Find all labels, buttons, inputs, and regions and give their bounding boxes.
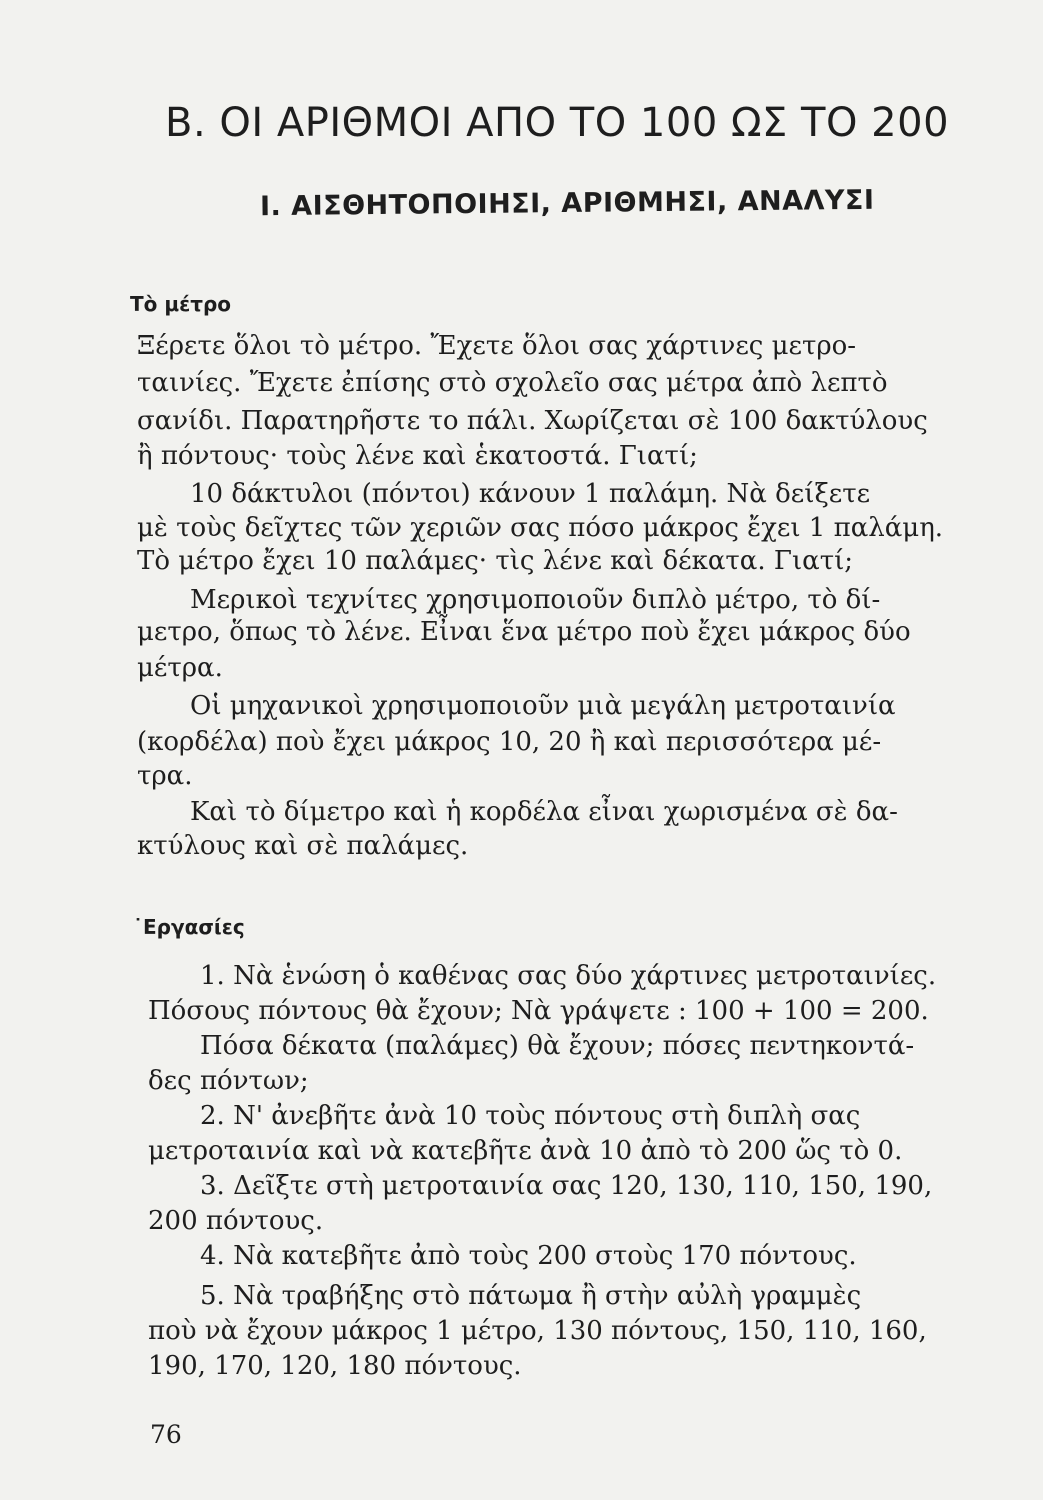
subheading-metro: Τὸ μέτρο <box>130 292 232 316</box>
paragraph-line: (κορδέλα) ποὺ ἔχει μάκρος 10, 20 ἢ καὶ περισσότερα μέ- <box>137 727 882 757</box>
exercise-line: ποὺ νὰ ἔχουν μάκρος 1 μέτρο, 130 πόντους, 150, 110, 160, <box>148 1316 927 1346</box>
exercise-line: 190, 170, 120, 180 πόντους. <box>148 1351 522 1381</box>
exercise-line: μετροταινία καὶ νὰ κατεβῆτε ἀνὰ 10 ἀπὸ τὸ 200 ὥς τὸ 0. <box>148 1136 903 1166</box>
paragraph-line: μὲ τοὺς δεῖχτες τῶν χεριῶν σας πόσο μάκρος ἔχει 1 παλάμη. <box>137 513 944 543</box>
paragraph-line: Τὸ μέτρο ἔχει 10 παλάμες· τὶς λένε καὶ δέκατα. Γιατί; <box>137 546 854 576</box>
exercise-line: 5. Νὰ τραβήξης στὸ πάτωμα ἢ στὴν αὐλὴ γραμμὲς <box>200 1281 862 1311</box>
exercise-line: 1. Νὰ ἑνώση ὁ καθένας σας δύο χάρτινες μετροταινίες. <box>200 961 937 991</box>
paragraph-line: 10 δάκτυλοι (πόντοι) κάνουν 1 παλάμη. Νὰ δείξετε <box>190 479 871 509</box>
paragraph-line: μετρο, ὅπως τὸ λένε. Εἶναι ἕνα μέτρο ποὺ ἔχει μάκρος δύο <box>137 617 911 647</box>
exercise-line: Πόσα δέκατα (παλάμες) θὰ ἔχουν; πόσες πεντηκοντά- <box>200 1031 915 1061</box>
paragraph-line: κτύλους καὶ σὲ παλάμες. <box>137 831 469 861</box>
paragraph-line: Καὶ τὸ δίμετρο καὶ ἡ κορδέλα εἶναι χωρισμένα σὲ δα- <box>190 797 898 827</box>
paragraph-line: τρα. <box>137 761 193 791</box>
paragraph-line: Ξέρετε ὅλοι τὸ μέτρο. Ἔχετε ὅλοι σας χάρτινες μετρο- <box>137 331 857 361</box>
section-title: Ι. ΑΙΣΘΗΤΟΠΟΙΗΣΙ, ΑΡΙΘΜΗΣΙ, ΑΝΑΛΥΣΙ <box>259 184 875 223</box>
exercise-line: δες πόντων; <box>148 1066 309 1096</box>
paragraph-line: ἢ πόντους· τοὺς λένε καὶ ἑκατοστά. Γιατί; <box>137 441 698 471</box>
exercise-line: Πόσους πόντους θὰ ἔχουν; Νὰ γράψετε : 100 + 100 = 200. <box>148 996 929 1026</box>
paragraph-line: μέτρα. <box>137 653 223 683</box>
exercise-line: 200 πόντους. <box>148 1206 324 1236</box>
page-number: 76 <box>150 1420 182 1449</box>
paragraph-line: Μερικοὶ τεχνίτες χρησιμοποιοῦν διπλὸ μέτρο, τὸ δί- <box>190 585 881 615</box>
paragraph-line: Οἱ μηχανικοὶ χρησιμοποιοῦν μιὰ μεγάλη μετροταινία <box>190 691 896 721</box>
exercise-line: 3. Δεῖξτε στὴ μετροταινία σας 120, 130, 110, 150, 190, <box>200 1171 933 1201</box>
paragraph-line: σανίδι. Παρατηρῆστε το πάλι. Χωρίζεται σὲ 100 δακτύλους <box>137 406 928 436</box>
chapter-title: B. ΟΙ ΑΡΙΘΜΟΙ ΑΠΟ ΤΟ 100 ΩΣ ΤΟ 200 <box>165 100 950 146</box>
paragraph-line: ταινίες. Ἔχετε ἐπίσης στὸ σχολεῖο σας μέτρα ἀπὸ λεπτὸ <box>137 368 888 398</box>
subheading-ergasies: ˙Εργασίες <box>133 915 245 939</box>
exercise-line: 4. Νὰ κατεβῆτε ἀπὸ τοὺς 200 στοὺς 170 πόντους. <box>200 1241 857 1271</box>
exercise-line: 2. Ν' ἀνεβῆτε ἀνὰ 10 τοὺς πόντους στὴ διπλὴ σας <box>200 1101 861 1131</box>
